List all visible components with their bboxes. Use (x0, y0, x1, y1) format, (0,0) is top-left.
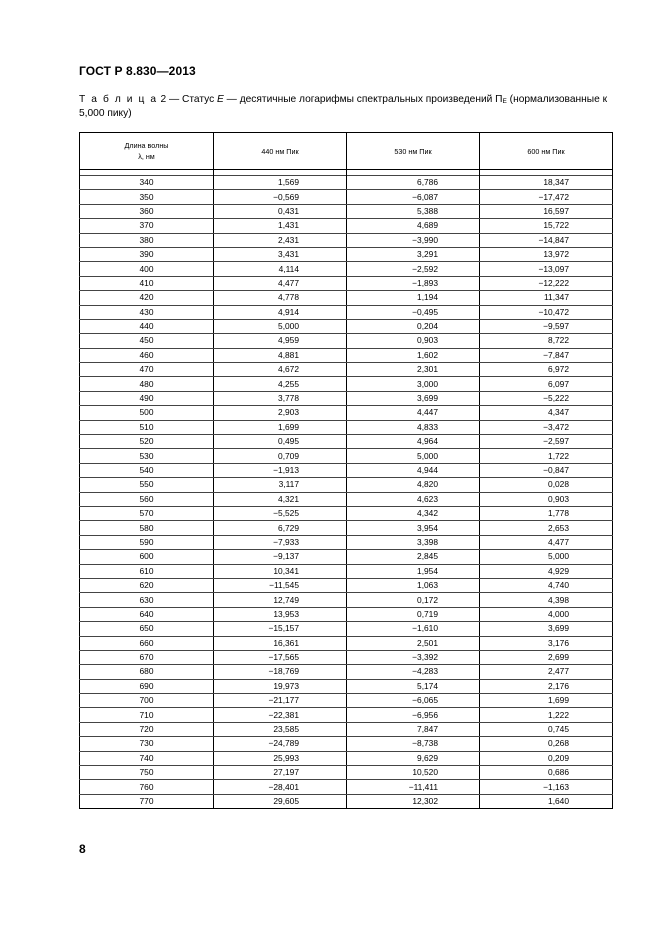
table-row (80, 766, 613, 780)
cell-530: −0,495 (347, 305, 480, 319)
table-row (80, 492, 613, 506)
table-row (80, 305, 613, 319)
table-row (80, 535, 613, 549)
table-row (80, 348, 613, 362)
cell-600: 0,028 (480, 478, 613, 492)
table-row (80, 751, 613, 765)
table-row (80, 435, 613, 449)
table-row (80, 780, 613, 794)
cell-440: 25,993 (214, 751, 347, 765)
cell-600: 13,972 (480, 247, 613, 261)
cell-600: 3,699 (480, 622, 613, 636)
cell-440: −11,545 (214, 578, 347, 592)
cell-wavelength: 730 (80, 737, 214, 751)
table-row (80, 319, 613, 333)
cell-wavelength: 520 (80, 435, 214, 449)
caption-number: 2 — Статус (157, 94, 218, 105)
cell-600: 0,745 (480, 722, 613, 736)
cell-530: 5,174 (347, 679, 480, 693)
cell-600: 6,972 (480, 363, 613, 377)
cell-440: 19,973 (214, 679, 347, 693)
cell-600: 16,597 (480, 204, 613, 218)
table-row (80, 607, 613, 621)
cell-440: 1,699 (214, 420, 347, 434)
cell-530: 0,903 (347, 334, 480, 348)
cell-530: 9,629 (347, 751, 480, 765)
cell-530: 6,786 (347, 176, 480, 190)
table-row (80, 247, 613, 261)
table-body (80, 176, 613, 809)
cell-440: 0,495 (214, 435, 347, 449)
cell-440: 4,321 (214, 492, 347, 506)
cell-wavelength: 510 (80, 420, 214, 434)
page-number: 8 (79, 842, 86, 856)
cell-wavelength: 760 (80, 780, 214, 794)
cell-440: −18,769 (214, 665, 347, 679)
cell-wavelength: 640 (80, 607, 214, 621)
cell-600: 1,699 (480, 694, 613, 708)
cell-wavelength: 550 (80, 478, 214, 492)
cell-530: −8,738 (347, 737, 480, 751)
table-row (80, 291, 613, 305)
table-row (80, 650, 613, 664)
cell-wavelength: 690 (80, 679, 214, 693)
cell-600: 1,778 (480, 506, 613, 520)
cell-530: −1,610 (347, 622, 480, 636)
cell-530: −3,392 (347, 650, 480, 664)
cell-wavelength: 660 (80, 636, 214, 650)
header-wavelength-line1: Длина волны (124, 141, 169, 150)
cell-440: −17,565 (214, 650, 347, 664)
table-row (80, 564, 613, 578)
cell-600: 3,176 (480, 636, 613, 650)
header-wavelength-line2: λ, нм (138, 152, 155, 161)
cell-600: 5,000 (480, 550, 613, 564)
cell-440: 10,341 (214, 564, 347, 578)
header-530: 530 нм Пик (347, 133, 480, 170)
cell-wavelength: 380 (80, 233, 214, 247)
cell-440: 5,000 (214, 319, 347, 333)
cell-530: 10,520 (347, 766, 480, 780)
cell-530: 2,845 (347, 550, 480, 564)
cell-440: 2,903 (214, 406, 347, 420)
cell-wavelength: 410 (80, 276, 214, 290)
cell-wavelength: 480 (80, 377, 214, 391)
cell-600: 15,722 (480, 219, 613, 233)
cell-wavelength: 470 (80, 363, 214, 377)
cell-440: −21,177 (214, 694, 347, 708)
cell-600: 1,222 (480, 708, 613, 722)
table-row (80, 722, 613, 736)
cell-600: −13,097 (480, 262, 613, 276)
cell-440: 4,914 (214, 305, 347, 319)
cell-530: 4,342 (347, 506, 480, 520)
cell-600: 4,398 (480, 593, 613, 607)
cell-440: 0,431 (214, 204, 347, 218)
cell-440: 2,431 (214, 233, 347, 247)
cell-440: 4,881 (214, 348, 347, 362)
table-row (80, 377, 613, 391)
cell-530: −3,990 (347, 233, 480, 247)
table-row (80, 276, 613, 290)
cell-wavelength: 620 (80, 578, 214, 592)
cell-600: 0,686 (480, 766, 613, 780)
cell-440: −7,933 (214, 535, 347, 549)
cell-600: 4,347 (480, 406, 613, 420)
cell-440: −1,913 (214, 463, 347, 477)
cell-600: 2,176 (480, 679, 613, 693)
cell-wavelength: 570 (80, 506, 214, 520)
cell-wavelength: 740 (80, 751, 214, 765)
caption-table-word: Т а б л и ц а (79, 94, 158, 105)
cell-wavelength: 750 (80, 766, 214, 780)
cell-530: 4,623 (347, 492, 480, 506)
cell-440: −24,789 (214, 737, 347, 751)
cell-440: 29,605 (214, 794, 347, 808)
cell-440: −9,137 (214, 550, 347, 564)
cell-530: 3,291 (347, 247, 480, 261)
cell-600: 1,722 (480, 449, 613, 463)
cell-wavelength: 420 (80, 291, 214, 305)
cell-wavelength: 710 (80, 708, 214, 722)
cell-wavelength: 540 (80, 463, 214, 477)
cell-wavelength: 440 (80, 319, 214, 333)
table-row (80, 578, 613, 592)
table-header-row (80, 133, 613, 170)
table-caption (79, 94, 619, 120)
cell-wavelength: 590 (80, 535, 214, 549)
table-row (80, 593, 613, 607)
cell-440: 23,585 (214, 722, 347, 736)
cell-530: 1,194 (347, 291, 480, 305)
cell-600: 11,347 (480, 291, 613, 305)
cell-600: 0,903 (480, 492, 613, 506)
cell-600: −2,597 (480, 435, 613, 449)
cell-530: −6,087 (347, 190, 480, 204)
cell-530: 3,954 (347, 521, 480, 535)
cell-530: −11,411 (347, 780, 480, 794)
cell-440: 27,197 (214, 766, 347, 780)
cell-440: 16,361 (214, 636, 347, 650)
header-wavelength (80, 133, 214, 170)
table-row (80, 219, 613, 233)
caption-text: — десятичные логарифмы спектральных произведений П (223, 94, 503, 105)
cell-600: 2,699 (480, 650, 613, 664)
cell-600: 2,653 (480, 521, 613, 535)
cell-530: 3,699 (347, 391, 480, 405)
table-row (80, 262, 613, 276)
cell-600: −9,597 (480, 319, 613, 333)
cell-600: 18,347 (480, 176, 613, 190)
table-row (80, 176, 613, 190)
cell-440: 6,729 (214, 521, 347, 535)
table-row (80, 391, 613, 405)
cell-530: 4,689 (347, 219, 480, 233)
cell-wavelength: 490 (80, 391, 214, 405)
cell-440: −28,401 (214, 780, 347, 794)
cell-530: 3,000 (347, 377, 480, 391)
table-row (80, 737, 613, 751)
cell-440: −22,381 (214, 708, 347, 722)
cell-600: 0,209 (480, 751, 613, 765)
cell-600: −7,847 (480, 348, 613, 362)
cell-600: 6,097 (480, 377, 613, 391)
cell-600: 8,722 (480, 334, 613, 348)
cell-wavelength: 560 (80, 492, 214, 506)
cell-530: 0,719 (347, 607, 480, 621)
cell-wavelength: 360 (80, 204, 214, 218)
cell-530: −2,592 (347, 262, 480, 276)
cell-wavelength: 680 (80, 665, 214, 679)
cell-wavelength: 650 (80, 622, 214, 636)
cell-530: 4,964 (347, 435, 480, 449)
cell-530: −6,956 (347, 708, 480, 722)
cell-440: 4,255 (214, 377, 347, 391)
table-row (80, 363, 613, 377)
cell-600: −5,222 (480, 391, 613, 405)
cell-wavelength: 450 (80, 334, 214, 348)
cell-wavelength: 700 (80, 694, 214, 708)
cell-wavelength: 630 (80, 593, 214, 607)
table-row (80, 694, 613, 708)
table-row (80, 406, 613, 420)
cell-440: 12,749 (214, 593, 347, 607)
table-row (80, 204, 613, 218)
header-440: 440 нм Пик (214, 133, 347, 170)
cell-530: −6,065 (347, 694, 480, 708)
cell-440: −15,157 (214, 622, 347, 636)
cell-440: 1,569 (214, 176, 347, 190)
spectral-products-table (79, 132, 613, 809)
cell-440: 4,778 (214, 291, 347, 305)
cell-wavelength: 600 (80, 550, 214, 564)
cell-530: 4,447 (347, 406, 480, 420)
cell-530: 2,501 (347, 636, 480, 650)
cell-530: 4,833 (347, 420, 480, 434)
cell-440: 0,709 (214, 449, 347, 463)
cell-530: 1,954 (347, 564, 480, 578)
table-row (80, 521, 613, 535)
cell-440: 3,117 (214, 478, 347, 492)
table-row (80, 708, 613, 722)
cell-600: −12,222 (480, 276, 613, 290)
cell-wavelength: 400 (80, 262, 214, 276)
cell-440: 4,672 (214, 363, 347, 377)
cell-530: 5,000 (347, 449, 480, 463)
cell-wavelength: 610 (80, 564, 214, 578)
document-header: ГОСТ Р 8.830—2013 (79, 64, 196, 78)
cell-530: 1,063 (347, 578, 480, 592)
cell-wavelength: 720 (80, 722, 214, 736)
cell-440: 4,114 (214, 262, 347, 276)
cell-wavelength: 530 (80, 449, 214, 463)
cell-440: 4,959 (214, 334, 347, 348)
cell-530: 12,302 (347, 794, 480, 808)
cell-wavelength: 500 (80, 406, 214, 420)
table-row (80, 506, 613, 520)
cell-530: 0,172 (347, 593, 480, 607)
caption-status-letter: E (217, 94, 224, 105)
cell-440: −0,569 (214, 190, 347, 204)
cell-530: 5,388 (347, 204, 480, 218)
cell-440: 3,778 (214, 391, 347, 405)
cell-wavelength: 460 (80, 348, 214, 362)
table-row (80, 636, 613, 650)
table-row (80, 679, 613, 693)
cell-wavelength: 340 (80, 176, 214, 190)
cell-530: 4,820 (347, 478, 480, 492)
cell-530: 7,847 (347, 722, 480, 736)
cell-530: −4,283 (347, 665, 480, 679)
table-row (80, 794, 613, 808)
header-600: 600 нм Пик (480, 133, 613, 170)
cell-600: −1,163 (480, 780, 613, 794)
cell-600: 2,477 (480, 665, 613, 679)
table-row (80, 622, 613, 636)
cell-600: −3,472 (480, 420, 613, 434)
cell-wavelength: 580 (80, 521, 214, 535)
cell-440: 1,431 (214, 219, 347, 233)
table-row (80, 463, 613, 477)
table-row (80, 334, 613, 348)
cell-600: −0,847 (480, 463, 613, 477)
cell-wavelength: 770 (80, 794, 214, 808)
cell-530: 2,301 (347, 363, 480, 377)
cell-440: 13,953 (214, 607, 347, 621)
table-row (80, 420, 613, 434)
table-row (80, 478, 613, 492)
cell-wavelength: 430 (80, 305, 214, 319)
cell-wavelength: 390 (80, 247, 214, 261)
table-row (80, 449, 613, 463)
cell-wavelength: 670 (80, 650, 214, 664)
cell-600: 4,929 (480, 564, 613, 578)
cell-530: 1,602 (347, 348, 480, 362)
cell-600: 0,268 (480, 737, 613, 751)
caption-subscript: E (502, 98, 507, 105)
table-row (80, 190, 613, 204)
cell-600: 1,640 (480, 794, 613, 808)
cell-wavelength: 370 (80, 219, 214, 233)
cell-600: 4,477 (480, 535, 613, 549)
cell-530: −1,893 (347, 276, 480, 290)
table-row (80, 550, 613, 564)
cell-600: 4,740 (480, 578, 613, 592)
cell-440: 4,477 (214, 276, 347, 290)
table-row (80, 233, 613, 247)
cell-600: −10,472 (480, 305, 613, 319)
cell-600: −14,847 (480, 233, 613, 247)
cell-440: −5,525 (214, 506, 347, 520)
cell-wavelength: 350 (80, 190, 214, 204)
cell-600: 4,000 (480, 607, 613, 621)
cell-440: 3,431 (214, 247, 347, 261)
table-row (80, 665, 613, 679)
caption-tail: (нормализованные к 5,000 пику) (79, 94, 608, 119)
cell-600: −17,472 (480, 190, 613, 204)
cell-530: 4,944 (347, 463, 480, 477)
cell-530: 3,398 (347, 535, 480, 549)
cell-530: 0,204 (347, 319, 480, 333)
